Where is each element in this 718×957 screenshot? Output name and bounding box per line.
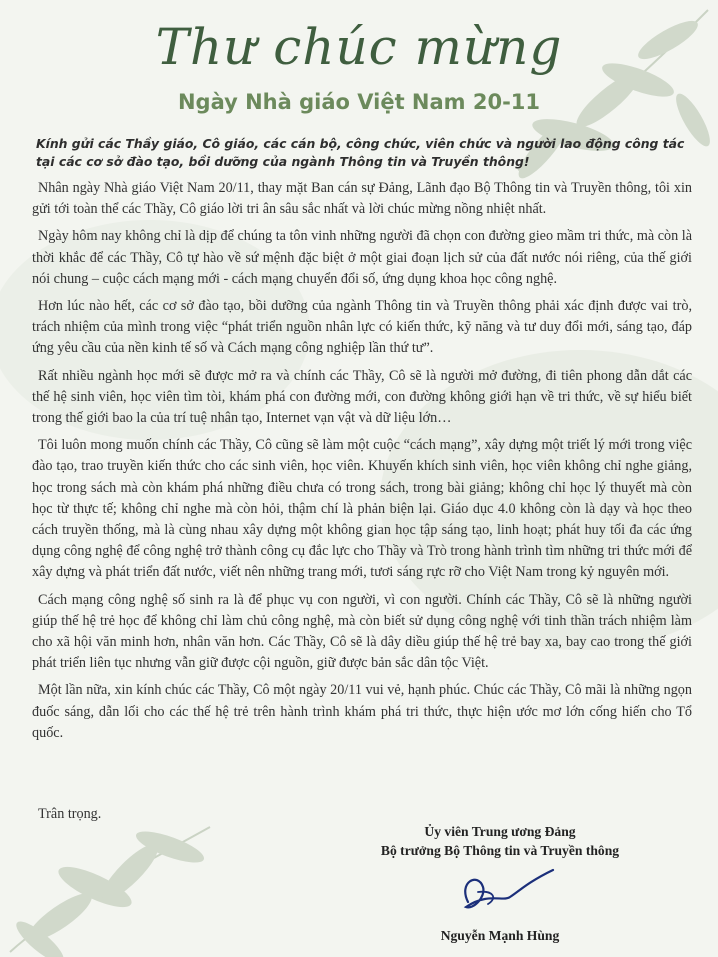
signer-title-line1: Ủy viên Trung ương Đảng [424,824,576,839]
paragraph: Ngày hôm nay không chỉ là dịp để chúng ta tôn vinh những người đã chọn con đường gieo mầm tri thức, mà còn là thời khắc để các Thầy, Cô tự hào về sứ mệnh đặc biệt ở một giai đoạn lịch sử của đất nước nói riêng, của thế giới nói chung – cuộc cách mạng mới - cách mạng chuyển đổi số, ứng dụng khoa học công nghệ. [32,228,692,287]
paragraph: Rất nhiều ngành học mới sẽ được mở ra và chính các Thầy, Cô sẽ là người mở đường, đi tiên phong dẫn dắt các thế hệ sinh viên, học viên tìm tòi, khám phá con đường mới, con đường không giới hạn về tri thức, về sự hiểu biết trong thế giới bao la của trí tuệ nhân tạo, Internet vạn vật và dữ liệu lớn… [32,367,692,427]
letter-title: Thư chúc mừng [155,18,563,76]
paragraph: Cách mạng công nghệ số sinh ra là để phục vụ con người, vì con người. Chính các Thầy, Cô sẽ là những người giúp thế hệ trẻ học để không chỉ làm chủ công nghệ, mà còn biết sử dụng công nghệ với tinh thần trách nhiệm làm cho xã hội văn minh hơn, nhân văn hơn. Các Thầy, Cô sẽ là dây diều giúp thế hệ trẻ bay xa, bay cao trong thế giới phát triển liên tục nhưng vẫn giữ được cội nguồn, giữ được bản sắc dân tộc Việt. [32,591,692,672]
signer-title-line2: Bộ trưởng Bộ Thông tin và Truyền thông [380,843,620,858]
handwritten-signature-icon [448,862,558,922]
paragraph: Hơn lúc nào hết, các cơ sở đào tạo, bồi dưỡng của ngành Thông tin và Truyền thông phải xác định được vai trò, trách nhiệm của mình trong việc “phát triển nguồn nhân lực có kiến thức, kỹ năng và tư duy đổi mới, sáng tạo, đáp ứng yêu cầu của nền kinh tế số và Cách mạng công nghiệp lần thứ tư”. [32,298,692,357]
signer-name: Nguyễn Mạnh Hùng [440,928,560,943]
salutation: Kính gửi các Thầy giáo, Cô giáo, các cán bộ, công chức, viên chức và người lao động công tác tại các cơ sở đào tạo, bồi dưỡng của ngành Thông tin và Truyền thông! [36,136,685,169]
signer-title [340,822,660,860]
letter-body [32,178,692,750]
closing: Trân trọng. [38,806,102,822]
letter-subtitle: Ngày Nhà giáo Việt Nam 20-11 [177,90,541,114]
paragraph: Một lần nữa, xin kính chúc các Thầy, Cô một ngày 20/11 vui vẻ, hạnh phúc. Chúc các Thầy, Cô mãi là những ngọn đuốc sáng, dẫn lối cho các thế hệ trẻ trên hành trình khám phá tri thức, thực hiện ước mơ lớn cống hiến cho Tổ quốc. [32,682,692,741]
paragraph: Tôi luôn mong muốn chính các Thầy, Cô cũng sẽ làm một cuộc “cách mạng”, xây dựng một triết lý mới trong việc đào tạo, trao truyền kiến thức cho các sinh viên, học viên. Khuyến khích sinh viên, học viên không chỉ nghe giảng, học trong sách mà còn khám phá những điều chưa có trong sách, trong bài giảng; không chỉ học lý thuyết mà còn học từ thực tế; không chỉ nghe mà còn hỏi, thậm chí là phản biện lại. Giáo dục 4.0 không còn là dạy và học theo cách truyền thống, mà là cùng nhau xây dựng một không gian học tập sáng tạo, linh hoạt; phát huy tối đa các ứng dụng công nghệ để công nghệ trở thành công cụ đắc lực cho Thầy và Trò trong hành trình tìm những tri thức mới để xây dựng và phát triển đất nước, viết nên những trang mới, tươi sáng rực rỡ cho Việt Nam trong kỷ nguyên mới. [32,437,692,581]
paragraph: Nhân ngày Nhà giáo Việt Nam 20/11, thay mặt Ban cán sự Đảng, Lãnh đạo Bộ Thông tin và Truyền thông, tôi xin gửi tới toàn thể các Thầy, Cô giáo lời tri ân sâu sắc nhất và lời chúc mừng nồng nhiệt nhất. [32,180,692,218]
